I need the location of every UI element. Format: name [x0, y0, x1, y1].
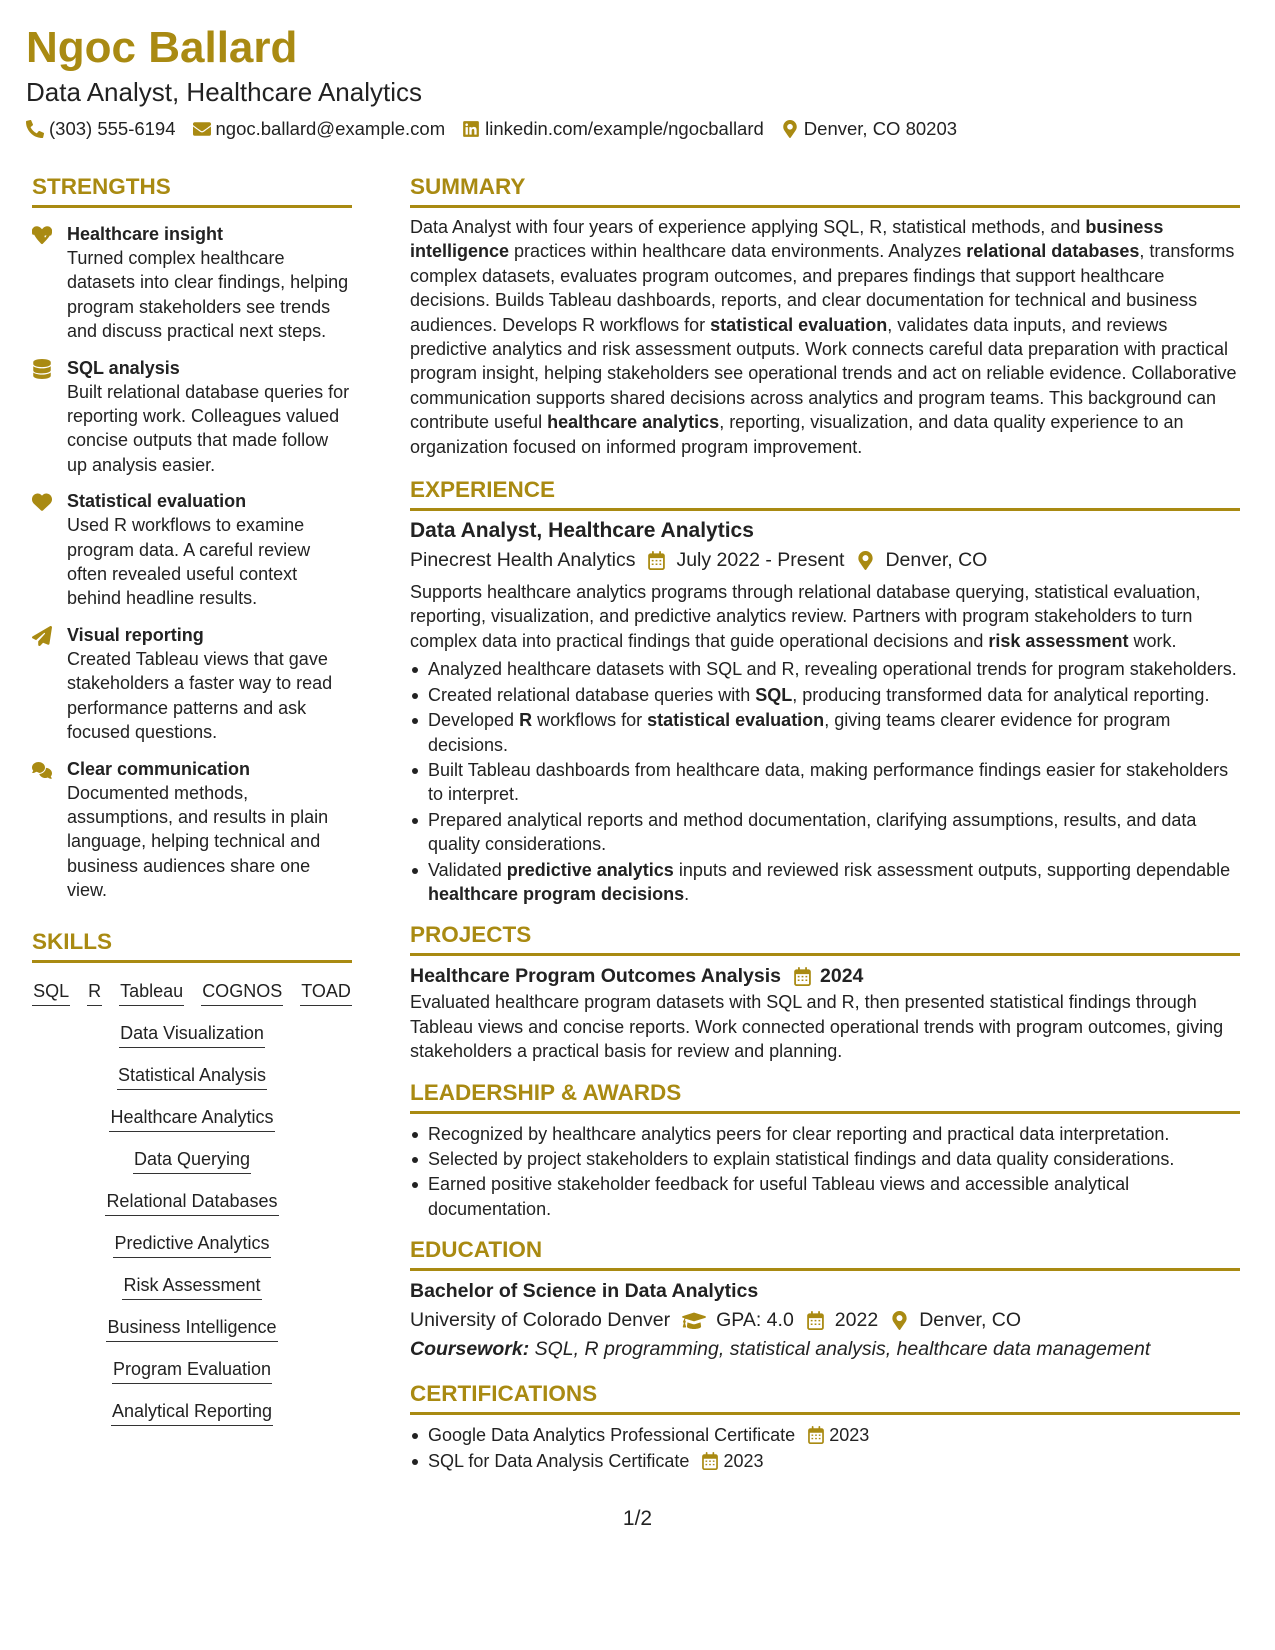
school-location: Denver, CO [919, 1309, 1022, 1332]
location-pin-icon [781, 120, 799, 138]
job-bullet: Analyzed healthcare datasets with SQL and R, revealing operational trends for program stakeholders. [410, 657, 1240, 681]
skill-tag: COGNOS [201, 979, 283, 1006]
strength-desc: Used R workflows to examine program data. A careful review often revealed useful context behind headline results. [67, 515, 311, 609]
company-name: Pinecrest Health Analytics [410, 549, 636, 572]
strength-item [32, 356, 352, 478]
job-bullets [410, 657, 1240, 906]
skill-tag: R [87, 979, 102, 1006]
certifications-heading: CERTIFICATIONS [410, 1379, 1240, 1415]
contact-bar [26, 118, 1256, 140]
certification-year: 2023 [829, 1425, 870, 1446]
job-dates: July 2022 - Present [676, 549, 845, 572]
certification-year: 2023 [723, 1450, 764, 1471]
certification-item [410, 1423, 1240, 1447]
phone-icon [26, 120, 44, 138]
skill-tag: Statistical Analysis [117, 1063, 267, 1090]
paper-plane-icon [32, 626, 52, 646]
candidate-name: Ngoc Ballard [26, 23, 298, 72]
strength-title: Clear communication [67, 758, 251, 779]
job-title: Data Analyst, Healthcare Analytics [410, 519, 754, 543]
contact-phone[interactable] [26, 118, 176, 140]
location-pin-icon [856, 551, 875, 570]
strength-item [32, 222, 352, 344]
leadership-item: Selected by project stakeholders to explain statistical findings and data quality considerations. [410, 1147, 1240, 1171]
email-text: ngoc.ballard@example.com [215, 118, 446, 139]
certifications-list [410, 1423, 1240, 1473]
email-icon [193, 120, 211, 138]
database-icon [32, 359, 52, 379]
degree-title: Bachelor of Science in Data Analytics [410, 1280, 759, 1303]
summary-heading: SUMMARY [410, 172, 1240, 208]
strength-title: Statistical evaluation [67, 491, 247, 512]
strength-desc: Turned complex healthcare datasets into clear findings, helping program stakeholders see trends and discuss practical next steps. [67, 248, 349, 342]
skill-tag: Predictive Analytics [113, 1231, 270, 1258]
skill-tag: Tableau [119, 979, 184, 1006]
strength-desc: Created Tableau views that gave stakeholders a faster way to read performance patterns and ask focused questions. [67, 648, 333, 743]
skill-tag: Risk Assessment [122, 1273, 261, 1300]
skill-tag: Healthcare Analytics [109, 1105, 274, 1132]
comments-icon [32, 760, 52, 780]
skill-tag: TOAD [300, 979, 352, 1006]
linkedin-icon [462, 120, 480, 138]
contact-email[interactable] [193, 118, 446, 140]
project-description: Evaluated healthcare program datasets with SQL and R, then presented statistical findings through Tableau views and concise reports. Work connected operational trends with program outcomes, giving stakeholders a practical basis for review and planning. [410, 992, 1224, 1062]
job-location: Denver, CO [885, 549, 988, 572]
school-name: University of Colorado Denver [410, 1309, 671, 1332]
project-title-row [410, 962, 1240, 990]
leadership-heading: LEADERSHIP & AWARDS [410, 1078, 1240, 1114]
right-column [410, 172, 1240, 1474]
job-bullet: Created relational database queries with SQL, producing transformed data for analytical reporting. [410, 683, 1240, 707]
leadership-list [410, 1122, 1240, 1222]
skill-tag: Analytical Reporting [111, 1399, 273, 1426]
skills-list [32, 979, 352, 1426]
certification-name: SQL for Data Analysis Certificate [428, 1450, 690, 1471]
job-description: Supports healthcare analytics programs through relational database querying, statistical evaluation, reporting, visualization, and predictive analytics review. Partners with program stakeholders to turn complex data into practical findings that guide operational decisions and risk assessment work. [410, 582, 1201, 651]
skill-tag: SQL [32, 979, 70, 1006]
contact-linkedin[interactable] [462, 118, 764, 140]
job-bullet: Developed R workflows for statistical evaluation, giving teams clearer evidence for program decisions. [410, 708, 1240, 757]
education-heading: EDUCATION [410, 1235, 1240, 1271]
strengths-heading: STRENGTHS [32, 172, 352, 208]
resume-header [26, 22, 1256, 140]
contact-location [781, 118, 957, 140]
strength-desc: Built relational database queries for reporting work. Colleagues valued concise outputs that made follow up analysis easier. [67, 381, 350, 475]
certification-name: Google Data Analytics Professional Certificate [428, 1425, 796, 1446]
job-bullet: Built Tableau dashboards from healthcare data, making performance findings easier for stakeholders to interpret. [410, 758, 1240, 807]
location-text: Denver, CO 80203 [803, 118, 958, 139]
page-number: 1/2 [622, 1507, 653, 1530]
strength-item [32, 489, 352, 611]
skills-heading: SKILLS [32, 927, 352, 963]
calendar-icon [806, 1311, 825, 1330]
skill-tag: Data Visualization [119, 1021, 265, 1048]
calendar-icon [701, 1452, 719, 1470]
strength-item [32, 623, 352, 745]
strength-item [32, 757, 352, 903]
certification-item [410, 1449, 1240, 1473]
skill-tag: Program Evaluation [112, 1357, 272, 1384]
job-bullet: Prepared analytical reports and method documentation, clarifying assumptions, results, and data quality considerations. [410, 808, 1240, 857]
experience-heading: EXPERIENCE [410, 475, 1240, 511]
skill-tag: Business Intelligence [106, 1315, 277, 1342]
graduation-cap-icon [682, 1311, 706, 1330]
graduation-year: 2022 [834, 1309, 879, 1332]
location-pin-icon [890, 1311, 909, 1330]
heart-icon [32, 492, 52, 512]
left-column [32, 172, 352, 1426]
education-meta [410, 1305, 1240, 1335]
job-meta [410, 545, 1240, 575]
coursework: Coursework: SQL, R programming, statistical analysis, healthcare data management [410, 1338, 1151, 1361]
candidate-title: Data Analyst, Healthcare Analytics [26, 77, 422, 107]
calendar-icon [793, 967, 812, 986]
strength-title: Healthcare insight [67, 224, 224, 244]
calendar-icon [647, 551, 666, 570]
projects-heading: PROJECTS [410, 920, 1240, 956]
calendar-icon [807, 1426, 825, 1444]
gpa-text: GPA: 4.0 [716, 1309, 794, 1332]
project-title: Healthcare Program Outcomes Analysis [410, 965, 782, 988]
skill-tag: Relational Databases [105, 1189, 278, 1216]
leadership-item: Earned positive stakeholder feedback for useful Tableau views and accessible analytical documentation. [410, 1172, 1240, 1221]
strength-desc: Documented methods, assumptions, and results in plain language, helping technical and business audiences share one view. [67, 782, 329, 901]
summary-text: Data Analyst with four years of experience applying SQL, R, statistical methods, and business intelligence practices within healthcare data environments. Analyzes relational databases, transforms complex datasets, evaluates program outcomes, and prepares findings that support healthcare decisions. Builds Tableau dashboards, reports, and clear documentation for technical and business audiences. Develops R workflows for statistical evaluation, validates data inputs, and reviews predictive analytics and risk assessment outputs. Work connects careful data preparation with practical program insight, helping stakeholders see operational trends and act on reliable evidence. Collaborative communication supports shared decisions across analytics and program teams. This background can contribute useful healthcare analytics, reporting, visualization, and data quality experience to an organization focused on informed program improvement. [410, 217, 1237, 457]
strength-title: Visual reporting [67, 624, 204, 645]
project-year: 2024 [820, 965, 864, 988]
skill-tag: Data Querying [133, 1147, 251, 1174]
linkedin-text: linkedin.com/example/ngocballard [485, 118, 764, 139]
heartbeat-icon [32, 225, 52, 245]
leadership-item: Recognized by healthcare analytics peers for clear reporting and practical data interpretation. [410, 1122, 1240, 1146]
phone-text: (303) 555-6194 [49, 118, 176, 139]
strength-title: SQL analysis [67, 357, 180, 378]
job-bullet: Validated predictive analytics inputs and reviewed risk assessment outputs, supporting dependable healthcare program decisions. [410, 858, 1240, 907]
